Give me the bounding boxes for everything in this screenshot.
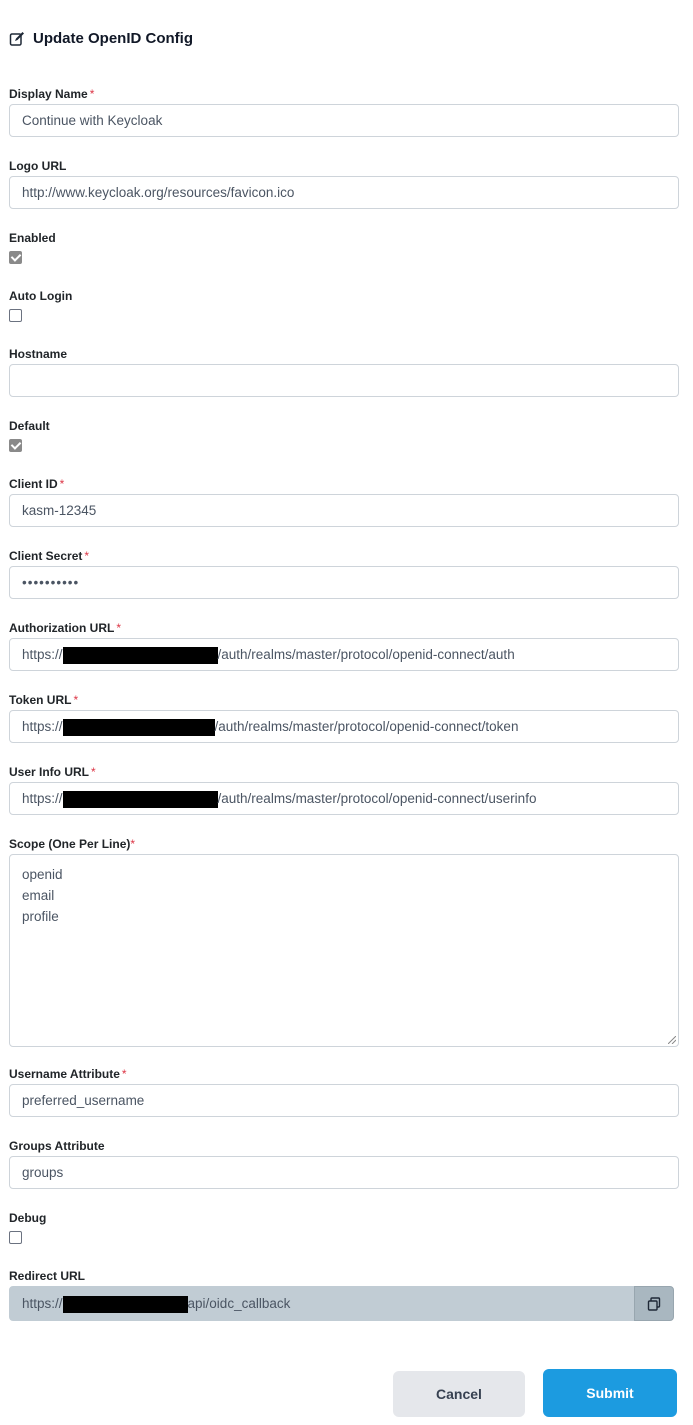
logo-url-label: Logo URL [9, 159, 67, 173]
edit-icon [9, 31, 25, 47]
redacted-host [63, 1296, 188, 1313]
scope-line: openid [22, 867, 63, 882]
token-url-label: Token URL * [9, 693, 79, 707]
authorization-url-input[interactable]: https:// /auth/realms/master/protocol/openid-connect/auth [9, 638, 679, 671]
username-attribute-input[interactable]: preferred_username [9, 1084, 679, 1117]
redacted-host [63, 719, 215, 736]
debug-label: Debug [9, 1211, 47, 1225]
debug-checkbox[interactable] [9, 1231, 22, 1244]
page-title: Update OpenID Config [33, 30, 193, 47]
redacted-host [63, 791, 218, 808]
redirect-url-label: Redirect URL [9, 1269, 86, 1283]
redirect-url-input: https:// api/oidc_callback [9, 1286, 635, 1321]
default-label: Default [9, 419, 50, 433]
scope-label: Scope (One Per Line)* [9, 837, 136, 851]
hostname-label: Hostname [9, 347, 68, 361]
resize-grip-icon[interactable] [668, 1036, 676, 1044]
default-checkbox[interactable] [9, 439, 22, 452]
groups-attribute-label: Groups Attribute [9, 1139, 105, 1153]
user-info-url-input[interactable]: https:// /auth/realms/master/protocol/openid-connect/userinfo [9, 782, 679, 815]
copy-icon [647, 1297, 661, 1311]
scope-textarea[interactable] [9, 854, 679, 1047]
submit-button[interactable]: Submit [543, 1369, 677, 1417]
authorization-url-label: Authorization URL * [9, 621, 121, 635]
client-id-input[interactable]: kasm-12345 [9, 494, 679, 527]
username-attribute-label: Username Attribute * [9, 1067, 127, 1081]
auto-login-checkbox[interactable] [9, 309, 22, 322]
copy-redirect-url-button[interactable] [634, 1286, 674, 1321]
scope-line: profile [22, 909, 59, 924]
enabled-label: Enabled [9, 231, 56, 245]
user-info-url-label: User Info URL * [9, 765, 96, 779]
groups-attribute-input[interactable]: groups [9, 1156, 679, 1189]
client-id-label: Client ID * [9, 477, 65, 491]
hostname-input[interactable] [9, 364, 679, 397]
scope-line: email [22, 888, 55, 903]
display-name-label: Display Name * [9, 87, 95, 101]
client-secret-label: Client Secret * [9, 549, 90, 563]
cancel-button[interactable]: Cancel [393, 1371, 525, 1417]
client-secret-input[interactable]: •••••••••• [9, 566, 679, 599]
auto-login-label: Auto Login [9, 289, 73, 303]
display-name-input[interactable]: Continue with Keycloak [9, 104, 679, 137]
redacted-host [63, 647, 218, 664]
enabled-checkbox[interactable] [9, 251, 22, 264]
logo-url-input[interactable]: http://www.keycloak.org/resources/favicon.ico [9, 176, 679, 209]
token-url-input[interactable]: https:// /auth/realms/master/protocol/openid-connect/token [9, 710, 679, 743]
form-header [9, 30, 193, 47]
